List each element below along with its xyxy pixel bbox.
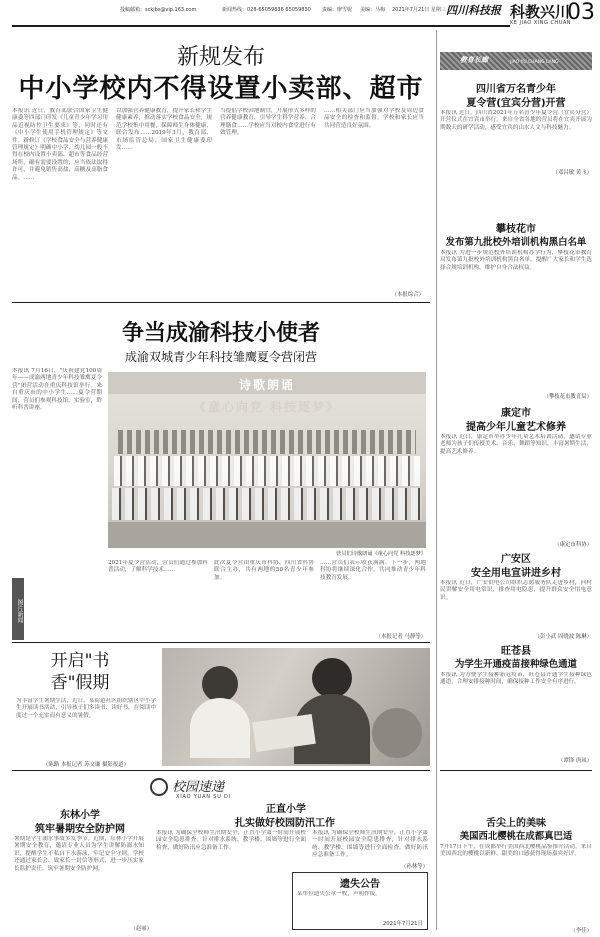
page-number: 03	[567, 0, 595, 25]
photo-news-byline: （陈路 本报记者 苏文谦 摄影报道）	[42, 762, 129, 768]
n2-subtitle: 发布第九批校外培训机构黑白名单	[445, 237, 587, 248]
n1-body: 本报讯 近日，四川省2021年万名青少年夏令营（宜宾分营）开营仪式在宜宾市举行。来自全省各地的营员将在宜宾开展为期数天的研学活动，感受宜宾的山水人文与科技魅力。	[440, 110, 592, 131]
story2-col-4: ……营员们表示收获满满。下一步，两地科协将继续深化合作，共同推动青少年科技教育发展。	[320, 560, 426, 581]
campus-item1-body: 暑期是学生溺水事故多发季节。近期，东林小学开展暑期安全教育，邀请专业人员为学生讲解防溺水知识，提醒学生不私自下水游泳，牢记安全守则。学校还通过家长会、致家长一封信等形式，进一步压实家长监护责任，筑牢暑期安全防护网。	[14, 836, 144, 872]
news-hotline: 新闻热线：028-65059836 65059830	[222, 7, 311, 13]
story2-photo	[108, 372, 426, 548]
child-head-left	[202, 666, 238, 702]
n2-byline: （攀枝花市教育局）	[543, 394, 592, 400]
notice-box	[292, 872, 428, 930]
lead-headline: 中小学校内不得设置小卖部、超市	[18, 74, 424, 104]
story2-col-3: 此次夏令营由重庆市科协、四川省科协联合主办，共有两地的50名青少年参加。	[214, 560, 314, 581]
story2-photo-caption: 营员们诗歌朗诵《童心向党 科技逐梦》	[336, 551, 426, 557]
lead-kicker: 新规发布	[176, 45, 265, 70]
n6-subtitle: 美国西北樱桃在成都真巴适	[459, 831, 573, 842]
photo-banner-text: 诗歌朗诵	[238, 378, 295, 392]
n4-title: 广安区	[501, 554, 531, 565]
lead-col-1: 本报讯 近日，教育部联合国家卫生健康委等四部门印发《儿童青少年学习用品近视防控卫生要求》等，同时还有《中小学生使用手机管理规定》等文件。新修订《学校食品安全与营养健康管理规定》明确中小学、幼儿园一般不得在校内设置小卖部、超市等食品经营场所，确有需要设置的，应当依法取得许可，并避免销售高盐、高糖及高脂食品。……	[12, 108, 108, 181]
column-banner-pinyin: JIAO YU CHANG LANG	[510, 60, 559, 65]
n4-body: 本报讯 近日，广安供电公司组织志愿服务队走进乡村，向村民讲解安全用电常识，排查用电隐患，提升群众安全用电意识。	[440, 580, 592, 601]
story2-byline: （本报记者 马静等）	[375, 634, 426, 640]
n5-subtitle: 为学生开通疫苗接种绿色通道	[455, 659, 577, 670]
table-bowl	[372, 708, 422, 758]
n5-title: 旺苍县	[501, 646, 531, 657]
n3-title: 康定市	[501, 408, 531, 419]
n2-body: 本报讯 为进一步规范校外培训机构办学行为，攀枝花市教育局发布第九批校外培训机构黑白名单，提醒广大家长和学生选择合规培训机构，维护自身合法权益。	[440, 250, 592, 271]
n3-byline: （康定市科协）	[554, 542, 592, 548]
issue-date: 2021年7月21日 星期三	[392, 7, 446, 13]
campus-rule	[12, 770, 430, 771]
n5-byline: （谭锋 唐凤）	[557, 758, 592, 764]
lead-col-3: 当提倡学校因地制宜，开展形式多样的营养健康教育，引导学生科学营养、合理膳食……学校应当对校内食堂进行有效管理。	[220, 108, 316, 137]
column-divider	[436, 30, 437, 930]
n6-title: 舌尖上的美味	[486, 818, 546, 829]
editor: 责编：廖雪妮	[322, 7, 353, 13]
n4-subtitle: 安全用电宣讲进乡村	[471, 568, 561, 579]
campus-logo-icon	[150, 778, 168, 796]
n6-byline: （李佳）	[570, 928, 592, 934]
campus-item2-title: 正直小学	[266, 804, 306, 815]
campus-logo: 校园速递	[172, 780, 225, 795]
photo-news-title: 开启"书香"假期	[50, 651, 110, 693]
campus-logo-pinyin: XIAO YUAN SU DI	[176, 794, 231, 800]
story2-headline: 争当成渝科技小使者	[121, 321, 320, 346]
students-row-front	[112, 488, 422, 520]
n3-subtitle: 提高少年儿童艺术修养	[466, 422, 566, 433]
section-pinyin: KE JIAO XING CHUAN	[510, 20, 572, 26]
photo-subbanner-text: 《童心向党 科技逐梦》	[193, 400, 341, 414]
campus-item2-subtitle: 扎实做好校园防汛工作	[235, 818, 335, 829]
students-row-mid	[114, 456, 420, 486]
child-head-right	[312, 658, 352, 698]
section-title: 科教兴川	[510, 3, 571, 21]
story2-col-1: 本报讯 7月16日，"庆祝建党100周年——成渝两地青少年科技雏鹰夏令营"闭营活动在重庆科技馆举行。来自重庆市的中小学生……夏令营期间，营员们参观科技馆、实验室，聆听科普讲座。	[12, 368, 102, 412]
header-rule	[12, 25, 510, 27]
lead-rule	[12, 302, 430, 303]
n5-body: 本报讯 为方便学生接种新冠疫苗，旺苍县开通学生接种绿色通道，合理安排接种时间，确保接种工作安全有序进行。	[440, 672, 592, 686]
story2-subtitle: 成渝双城青少年科技雏鹰夏令营闭营	[124, 350, 317, 364]
designer: 美编：马梅	[360, 7, 386, 13]
story2-col-2: 2021年夏令营活动，营员们通过参加科普活动，了解科学技术……	[108, 560, 208, 574]
notice-date: 2021年7月21日	[382, 921, 423, 927]
campus-item2-body: 本报讯 为确保全校师生汛期安全，正直小学第一时间开展校园安全隐患排查，针对排水系统、教学楼、围墙等进行全面检查，做好防汛应急准备工作。	[156, 830, 306, 851]
n6-rule	[440, 770, 592, 771]
campus-item2-byline: （孙林等）	[401, 864, 428, 870]
campus-item1-byline: （赵丽）	[130, 926, 152, 932]
campus-item1-title: 东林小学	[60, 810, 100, 821]
n1-title: 四川省万名青少年	[476, 84, 556, 95]
n1-byline: （邓昌敏 黄飞）	[552, 170, 592, 176]
n3-body: 本报讯 近日，康定市举办少年儿童艺术培训活动，邀请专业老师为孩子们传授美术、音乐、舞蹈等知识，丰富暑期生活，提高艺术修养。	[440, 434, 592, 455]
n2-title: 攀枝花市	[496, 224, 536, 235]
lead-col-2: 以加强营养健康教育，提升家长和学生健康素养，推动落实学校食品安全，规范学校集中用餐，保障师生身体健康，联合发布……2019年3月，教育部、市场监管总局、国家卫生健康委印发……	[116, 108, 212, 152]
lead-col-4: ……相关部门应当加强对学校及周边食品安全的检查和监督。学校和家长应当共同营造良好氛围。	[324, 108, 424, 129]
lead-byline: （本报综合）	[391, 292, 424, 298]
students-row-back	[118, 430, 416, 454]
n1-subtitle: 夏令营(宜宾分营)开营	[466, 98, 566, 109]
contact-email: 投稿邮箱：sckjbs@vip.163.com	[120, 7, 197, 13]
column-banner-title: 教育长廊	[460, 56, 488, 64]
notice-body: 某单位遗失公章一枚，声明作废。	[297, 891, 381, 897]
reading-photo	[162, 648, 430, 766]
photo-news-tag: 图片新闻	[12, 578, 24, 640]
photo-news-body: 为丰富学生暑期生活，近日，某街道社区组织辖区中小学生开展读书活动，引导孩子们多读书、读好书，在阅读中度过一个充实而有意义的暑假。	[16, 698, 156, 719]
campus-item1-subtitle: 筑牢暑期安全防护网	[35, 824, 125, 835]
notice-title: 遗失公告	[340, 879, 380, 890]
paper-logo: 四川科技报	[446, 4, 501, 17]
child-body-left	[190, 698, 250, 758]
story2-rule	[12, 642, 430, 643]
n6-body: 7月17日下午，在成都举行美国西北樱桃品鉴推介活动，来自美国西北的樱桃以新鲜、甜美的口感获得现场嘉宾好评。	[440, 844, 592, 858]
campus-item2-body-b: 本报讯 为确保全校师生汛期安全，正直小学第一时间开展校园安全隐患排查，针对排水系统、教学楼、围墙等进行全面检查，做好防汛应急准备工作。	[312, 830, 428, 859]
n4-byline: （彭小武 周晓波 陈琳）	[534, 634, 592, 640]
